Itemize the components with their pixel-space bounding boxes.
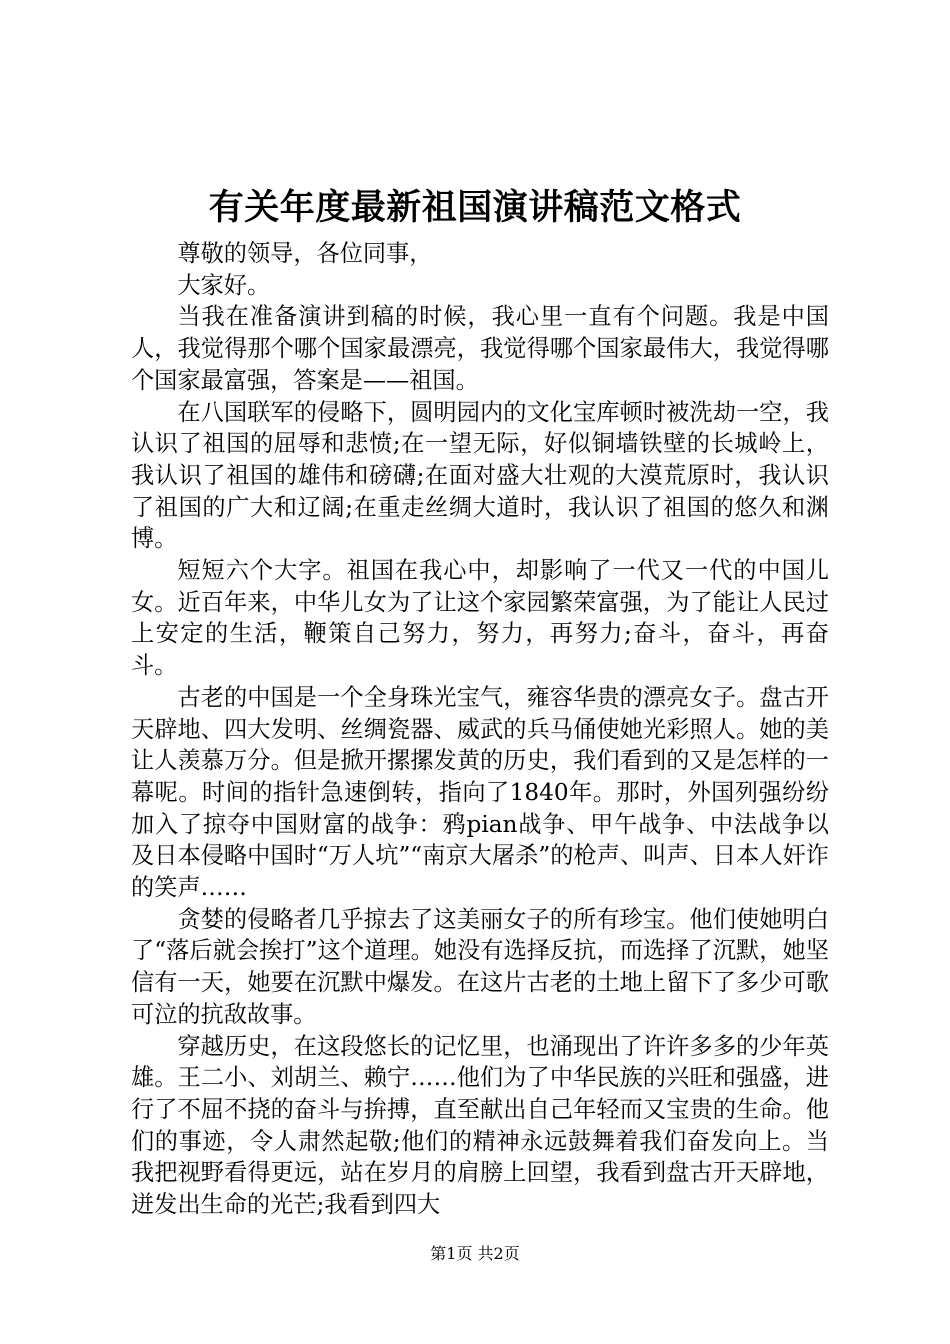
document-title: 有关年度最新祖国演讲稿范文格式 — [208, 187, 742, 228]
paragraph: 穿越历史，在这段悠长的记忆里，也涌现出了许许多多的少年英雄。王二小、刘胡兰、赖宁……他们为了中华民族的兴旺和强盛，进行了不屈不挠的奋斗与拚搏，直至献出自己年轻而又宝贵的生命。他们的事迹，令人肃然起敬;他们的精神永远鼓舞着我们奋发向上。当我把视野看得更远，站在岁月的肩膀上回望，我看到盘古开天辟地，迸发出生命的光芒;我看到四大 — [131, 1032, 829, 1219]
paragraph: 短短六个大字。祖国在我心中，却影响了一代又一代的中国儿女。近百年来，中华儿女为了让这个家园繁荣富强，为了能让人民过上安定的生活，鞭策自己努力，努力，再努力;奋斗，奋斗，再奋斗。 — [131, 557, 829, 680]
paragraph: 贪婪的侵略者几乎掠去了这美丽女子的所有珍宝。他们使她明白了“落后就会挨打”这个道理。她没有选择反抗，而选择了沉默，她坚信有一天，她要在沉默中爆发。在这片古老的土地上留下了多少可歌可泣的抗敌故事。 — [131, 905, 829, 1028]
paragraph: 古老的中国是一个全身珠光宝气，雍容华贵的漂亮女子。盘古开天辟地、四大发明、丝绸瓷器、威武的兵马俑使她光彩照人。她的美让人羡慕万分。但是掀开摞摞发黄的历史，我们看到的又是怎样的一幕呢。时间的指针急速倒转，指向了1840年。那时，外国列强纷纷加入了掠夺中国财富的战争：鸦pian战争、甲午战争、中法战争以及日本侵略中国时“万人坑”“南京大屠杀”的枪声、叫声、日本人奸诈的笑声…… — [131, 683, 829, 902]
paragraph-hello: 大家好。 — [177, 271, 271, 299]
document-body — [131, 238, 829, 1221]
page-footer: 第1页 共2页 — [430, 1244, 520, 1263]
paragraph: 在八国联军的侵略下，圆明园内的文化宝库顿时被洗劫一空，我认识了祖国的屈辱和悲愤;在一望无际，好似铜墙铁壁的长城岭上，我认识了祖国的雄伟和磅礴;在面对盛大壮观的大漠荒原时，我认识了祖国的广大和辽阔;在重走丝绸大道时，我认识了祖国的悠久和渊博。 — [131, 398, 829, 553]
paragraph-greeting: 尊敬的领导，各位同事， — [177, 240, 433, 267]
paragraph: 当我在准备演讲到稿的时候，我心里一直有个问题。我是中国人，我觉得那个哪个国家最漂亮，我觉得哪个国家最伟大，我觉得哪个国家最富强，答案是——祖国。 — [131, 303, 829, 394]
